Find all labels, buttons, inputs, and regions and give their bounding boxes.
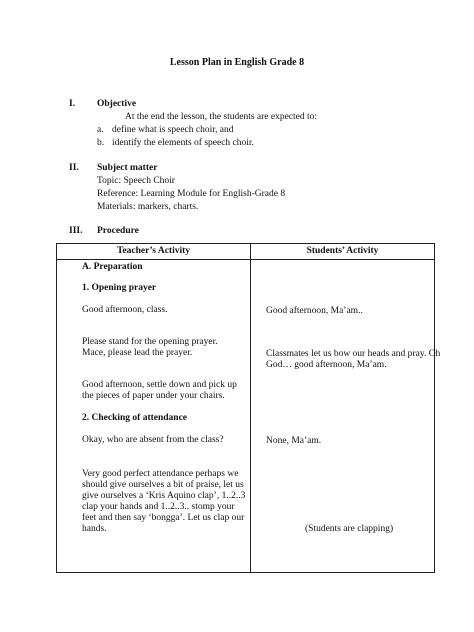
- student-line-none: None, Ma’am.: [266, 436, 322, 446]
- subject-topic: Topic: Speech Choir: [97, 176, 175, 186]
- teacher-line-settle: Good afternoon, settle down and pick up: [82, 380, 237, 390]
- document-title: Lesson Plan in English Grade 8: [169, 57, 305, 68]
- teacher-line-stand: Please stand for the opening prayer.: [82, 337, 218, 347]
- teacher-line-greeting: Good afternoon, class.: [82, 305, 168, 315]
- header-teachers-activity: Teacher’s Activity: [57, 244, 251, 260]
- subject-reference: Reference: Learning Module for English-Grade 8: [97, 189, 286, 199]
- teacher-line-absent: Okay, who are absent from the class?: [82, 435, 224, 445]
- student-line-pray-1: Classmates let us bow our heads and pray. Oh: [266, 349, 441, 359]
- student-line-clapping: (Students are clapping): [305, 524, 394, 534]
- section-numeral-objective: I.: [69, 99, 76, 109]
- objective-intro: At the end the lesson, the students are expected to:: [125, 112, 318, 122]
- teacher-line-praise-6: hands.: [82, 524, 107, 534]
- opening-prayer-heading: 1. Opening prayer: [82, 283, 157, 293]
- section-numeral-subject: II.: [69, 163, 79, 173]
- teacher-line-praise-4: clap your hands and 1..2..3.. stomp your: [82, 502, 235, 512]
- students-activity-cell: [251, 260, 441, 573]
- teacher-line-praise-5: feet and then say ‘bongga’. Let us clap our: [82, 513, 245, 523]
- subject-materials: Materials: markers, charts.: [97, 202, 199, 212]
- procedure-table: [56, 243, 441, 573]
- teacher-line-praise-3: give ourselves a ‘Kris Aquino clap’, 1..2..3: [82, 491, 246, 501]
- preparation-heading: A. Preparation: [82, 262, 143, 272]
- subject-matter-heading: Subject matter: [97, 163, 158, 173]
- teacher-line-praise-2: should give ourselves a bit of praise, let us: [82, 480, 244, 490]
- objective-item-b: identify the elements of speech choir.: [112, 138, 254, 148]
- objective-heading: Objective: [97, 99, 137, 109]
- student-line-greeting: Good afternoon, Ma’am..: [266, 306, 363, 316]
- objective-item-marker-b: b.: [97, 138, 105, 148]
- objective-item-a: define what is speech choir, and: [112, 125, 234, 135]
- header-students-activity: Students’ Activity: [251, 244, 435, 260]
- teacher-line-praise-1: Very good perfect attendance perhaps we: [82, 469, 239, 479]
- teacher-activity-cell: [57, 260, 251, 573]
- objective-item-marker-a: a.: [97, 125, 104, 135]
- teacher-line-lead-prayer: Mace, please lead the prayer.: [82, 348, 193, 358]
- student-line-pray-2: God… good afternoon, Ma’am.: [266, 360, 387, 370]
- procedure-heading: Procedure: [97, 226, 139, 236]
- checking-attendance-heading: 2. Checking of attendance: [82, 413, 188, 423]
- section-numeral-procedure: III.: [69, 226, 83, 236]
- teacher-line-pick-up: the pieces of paper under your chairs.: [82, 391, 225, 401]
